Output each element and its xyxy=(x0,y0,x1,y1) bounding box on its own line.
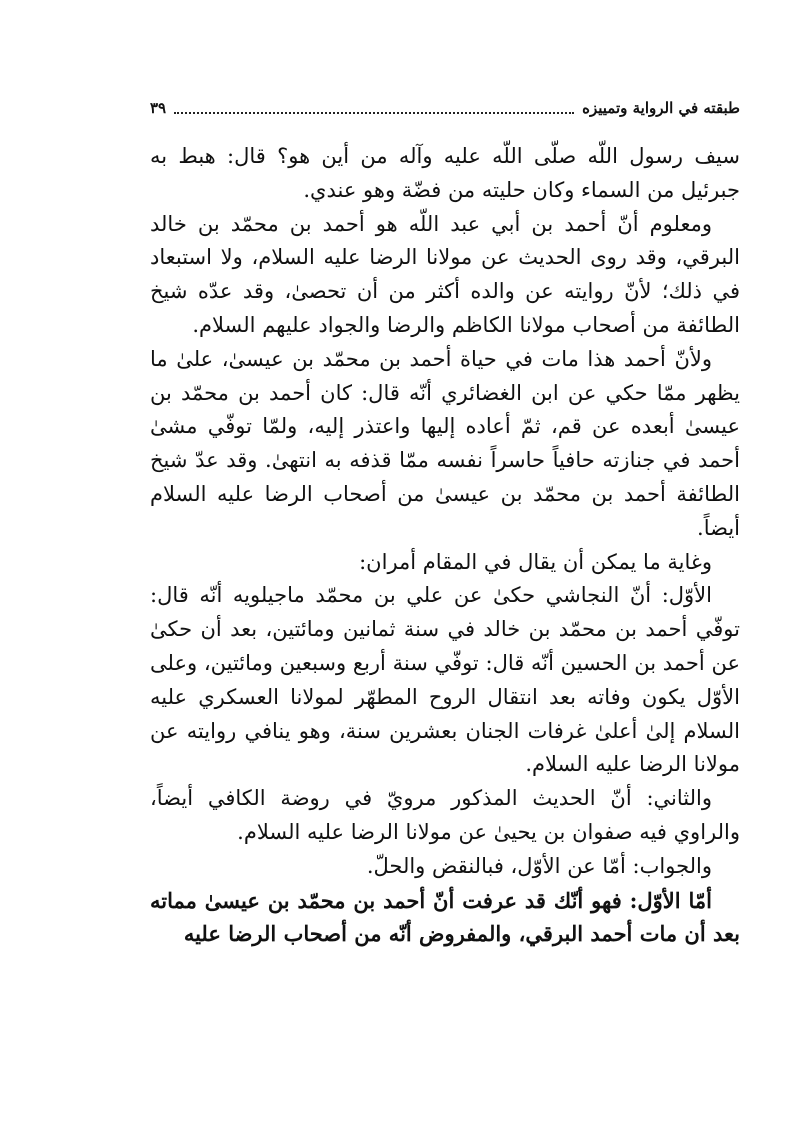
running-head-leader-dots xyxy=(174,102,574,114)
body-text xyxy=(150,140,740,951)
paragraph: ومعلوم أنّ أحمد بن أبي عبد اللّه هو أحمد بن محمّد بن خالد البرقي، وقد روى الحديث عن مولانا الرضا عليه السلام، ولا استبعاد في ذلك؛ لأنّ روايته عن والده أكثر من أن تحصىٰ، وقد عدّه شيخ الطائفة من أصحاب مولانا الكاظم والرضا والجواد عليهم السلام. xyxy=(150,211,740,337)
running-head-title: طبقته في الرواية وتمييزه xyxy=(582,99,740,117)
paragraph: ولأنّ أحمد هذا مات في حياة أحمد بن محمّد بن عيسىٰ، علىٰ ما يظهر ممّا حكي عن ابن الغضائري أنّه قال: كان أحمد بن محمّد بن عيسىٰ أبعده عن قم، ثمّ أعاده إليها واعتذر إليه، ولمّا توفّي مشىٰ أحمد في جنازته حافياً حاسراً نفسه ممّا قذفه به انتهىٰ. وقد عدّ شيخ الطائفة أحمد بن محمّد بن عيسىٰ من أصحاب الرضا عليه السلام أيضاً. xyxy=(150,346,740,540)
paragraph: والثاني: أنّ الحديث المذكور مرويّ في روضة الكافي أيضاً، والراوي فيه صفوان بن يحيىٰ عن مولانا الرضا عليه السلام. xyxy=(150,786,740,844)
paragraph: والجواب: أمّا عن الأوّل، فبالنقض والحلّ. xyxy=(366,853,712,878)
paragraph: سيف رسول اللّه صلّى اللّه عليه وآله من أين هو؟ قال: هبط به جبرئيل من السماء وكان حليته من فضّة وهو عندي. xyxy=(150,144,740,202)
running-head xyxy=(150,96,740,120)
page-number: ٣٩ xyxy=(150,99,167,117)
paragraph: أمّا الأوّل: فهو أنّك قد عرفت أنّ أحمد بن محمّد بن عيسىٰ مماته بعد أن مات أحمد البرقي، والمفروض أنّه من أصحاب الرضا عليه xyxy=(150,887,740,947)
paragraph: وغاية ما يمكن أن يقال في المقام أمران: xyxy=(359,549,712,574)
paragraph: الأوّل: أنّ النجاشي حكىٰ عن علي بن محمّد ماجيلويه أنّه قال: توفّي أحمد بن محمّد بن خالد في سنة ثمانين ومائتين، بعد أن حكىٰ عن أحمد بن الحسين أنّه قال: توفّي سنة أربع وسبعين ومائتين، وعلى الأوّل يكون وفاته بعد انتقال الروح المطهّر لمولانا العسكري عليه السلام إلىٰ أعلىٰ غرفات الجنان بعشرين سنة، وهو ينافي روايته عن مولانا الرضا عليه السلام. xyxy=(150,583,740,777)
